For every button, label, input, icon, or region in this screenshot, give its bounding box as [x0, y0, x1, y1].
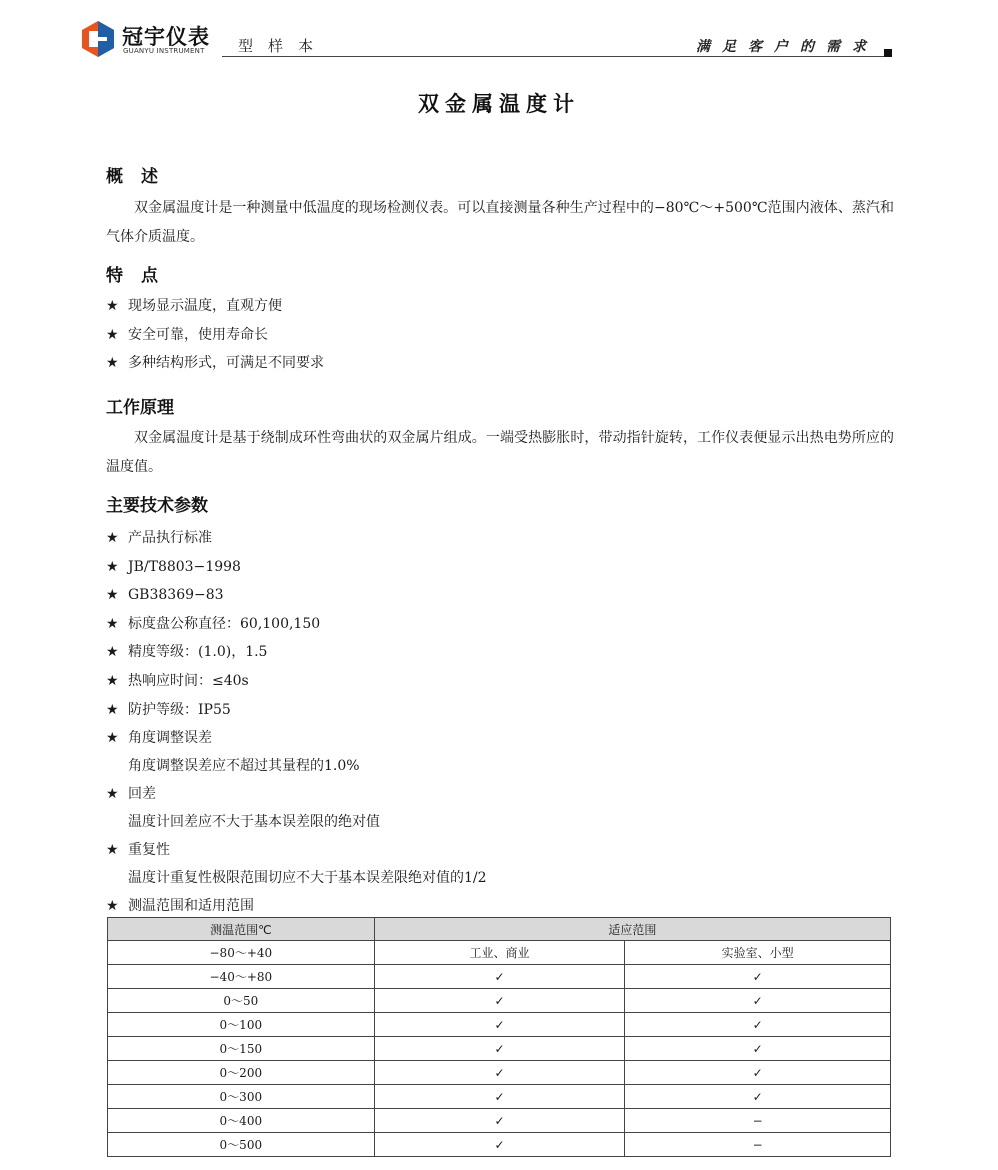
document-title: 双金属温度计: [418, 92, 580, 116]
features-list: [106, 292, 324, 378]
star-icon: ★: [106, 644, 119, 661]
param-text: 角度调整误差: [128, 730, 212, 747]
list-item: [106, 553, 487, 582]
list-item: [106, 321, 324, 350]
star-icon: ★: [106, 672, 119, 689]
range-cell: 0～300: [108, 1085, 375, 1109]
list-item: [106, 780, 487, 809]
brand-name: 冠宇仪表: [122, 25, 210, 49]
star-icon: ★: [106, 701, 119, 718]
lab-cell: ✓: [625, 989, 891, 1013]
range-cell: −40～+80: [108, 965, 375, 989]
star-icon: ★: [106, 842, 119, 859]
col-range-header: 测温范围℃: [108, 918, 375, 941]
slogan: 满足客户的需求: [696, 39, 878, 55]
star-icon: ★: [106, 530, 119, 546]
param-text: 回差: [128, 786, 156, 803]
industrial-cell: ✓: [374, 1109, 625, 1133]
star-icon: ★: [106, 615, 119, 632]
industrial-cell: ✓: [374, 989, 625, 1013]
list-item: [106, 724, 487, 753]
star-icon: ★: [106, 298, 119, 314]
lab-cell: 实验室、小型: [625, 941, 891, 965]
list-item: [106, 696, 487, 725]
industrial-cell: ✓: [374, 1013, 625, 1037]
industrial-cell: ✓: [374, 965, 625, 989]
guanyu-logo-icon: [80, 20, 116, 58]
param-text: JB/T8803−1998: [128, 558, 241, 575]
principle-text: 双金属温度计是基于绕制成环性弯曲状的双金属片组成。一端受热膨胀时，带动指针旋转，工作仪表便显示出热电势所应的温度值。: [106, 430, 894, 475]
lab-cell: ✓: [625, 1037, 891, 1061]
param-text: 测温范围和适用范围: [128, 898, 254, 915]
table-header-row: [108, 918, 891, 941]
param-text: 精度等级：(1.0)，1.5: [128, 644, 268, 661]
industrial-cell: ✓: [374, 1085, 625, 1109]
star-icon: ★: [106, 786, 119, 803]
table-row: [108, 965, 891, 989]
page-header: [0, 0, 998, 70]
param-text: 热响应时间：≤40s: [128, 672, 249, 689]
lab-cell: ✓: [625, 1085, 891, 1109]
lab-cell: ✓: [625, 1061, 891, 1085]
list-item: [106, 524, 487, 553]
range-cell: 0～500: [108, 1133, 375, 1157]
param-detail: 温度计重复性极限范围切应不大于基本误差限绝对值的1/2: [128, 869, 487, 886]
star-icon: ★: [106, 326, 119, 343]
range-cell: 0～200: [108, 1061, 375, 1085]
list-item: [106, 292, 324, 321]
params-heading: 主要技术参数: [106, 496, 208, 516]
table-row: [108, 1133, 891, 1157]
lab-cell: ✓: [625, 965, 891, 989]
star-icon: ★: [106, 558, 119, 575]
range-cell: 0～400: [108, 1109, 375, 1133]
header-end-mark: [884, 49, 892, 57]
overview-heading: 概述: [106, 167, 176, 187]
param-text: 产品执行标准: [128, 530, 212, 546]
lab-cell: ✓: [625, 1013, 891, 1037]
param-text: 重复性: [128, 842, 170, 859]
list-item: [106, 638, 487, 667]
param-detail: 角度调整误差应不超过其量程的1.0%: [128, 757, 360, 774]
header-divider: [222, 56, 886, 57]
param-text: 防护等级：IP55: [128, 701, 231, 718]
table-row: [108, 941, 891, 965]
param-text: GB38369−83: [128, 587, 224, 604]
star-icon: ★: [106, 730, 119, 747]
principle-heading: 工作原理: [106, 398, 174, 418]
params-list: [106, 524, 487, 921]
range-cell: −80～+40: [108, 941, 375, 965]
company-logo: [80, 20, 220, 60]
brand-subtitle: GUANYU INSTRUMENT: [123, 47, 205, 55]
list-item: [106, 610, 487, 639]
range-cell: 0～150: [108, 1037, 375, 1061]
list-item: [106, 667, 487, 696]
table-row: [108, 1085, 891, 1109]
star-icon: ★: [106, 587, 119, 604]
temperature-range-table: [107, 917, 891, 1157]
feature-text: 多种结构形式，可满足不同要求: [128, 355, 324, 372]
lab-cell: −: [625, 1133, 891, 1157]
range-cell: 0～100: [108, 1013, 375, 1037]
industrial-cell: ✓: [374, 1133, 625, 1157]
table-row: [108, 1061, 891, 1085]
param-text: 标度盘公称直径：60,100,150: [128, 615, 321, 632]
lab-cell: −: [625, 1109, 891, 1133]
features-heading: 特点: [106, 266, 176, 286]
table-row: [108, 1037, 891, 1061]
catalog-label: 型样本: [238, 37, 329, 55]
list-item: [106, 836, 487, 865]
table-row: [108, 989, 891, 1013]
industrial-cell: ✓: [374, 1037, 625, 1061]
range-cell: 0～50: [108, 989, 375, 1013]
list-item: [106, 581, 487, 610]
param-detail: 温度计回差应不大于基本误差限的绝对值: [128, 813, 380, 830]
feature-text: 安全可靠，使用寿命长: [128, 326, 268, 343]
table-row: [108, 1109, 891, 1133]
star-icon: ★: [106, 898, 119, 915]
col-application-header: 适应范围: [374, 918, 890, 941]
industrial-cell: ✓: [374, 1061, 625, 1085]
star-icon: ★: [106, 355, 119, 372]
overview-text: 双金属温度计是一种测量中低温度的现场检测仪表。可以直接测量各种生产过程中的−80℃～+500℃范围内液体、蒸汽和气体介质温度。: [106, 200, 894, 245]
feature-text: 现场显示温度，直观方便: [128, 298, 282, 314]
table-row: [108, 1013, 891, 1037]
list-item: [106, 349, 324, 378]
industrial-cell: 工业、商业: [374, 941, 625, 965]
